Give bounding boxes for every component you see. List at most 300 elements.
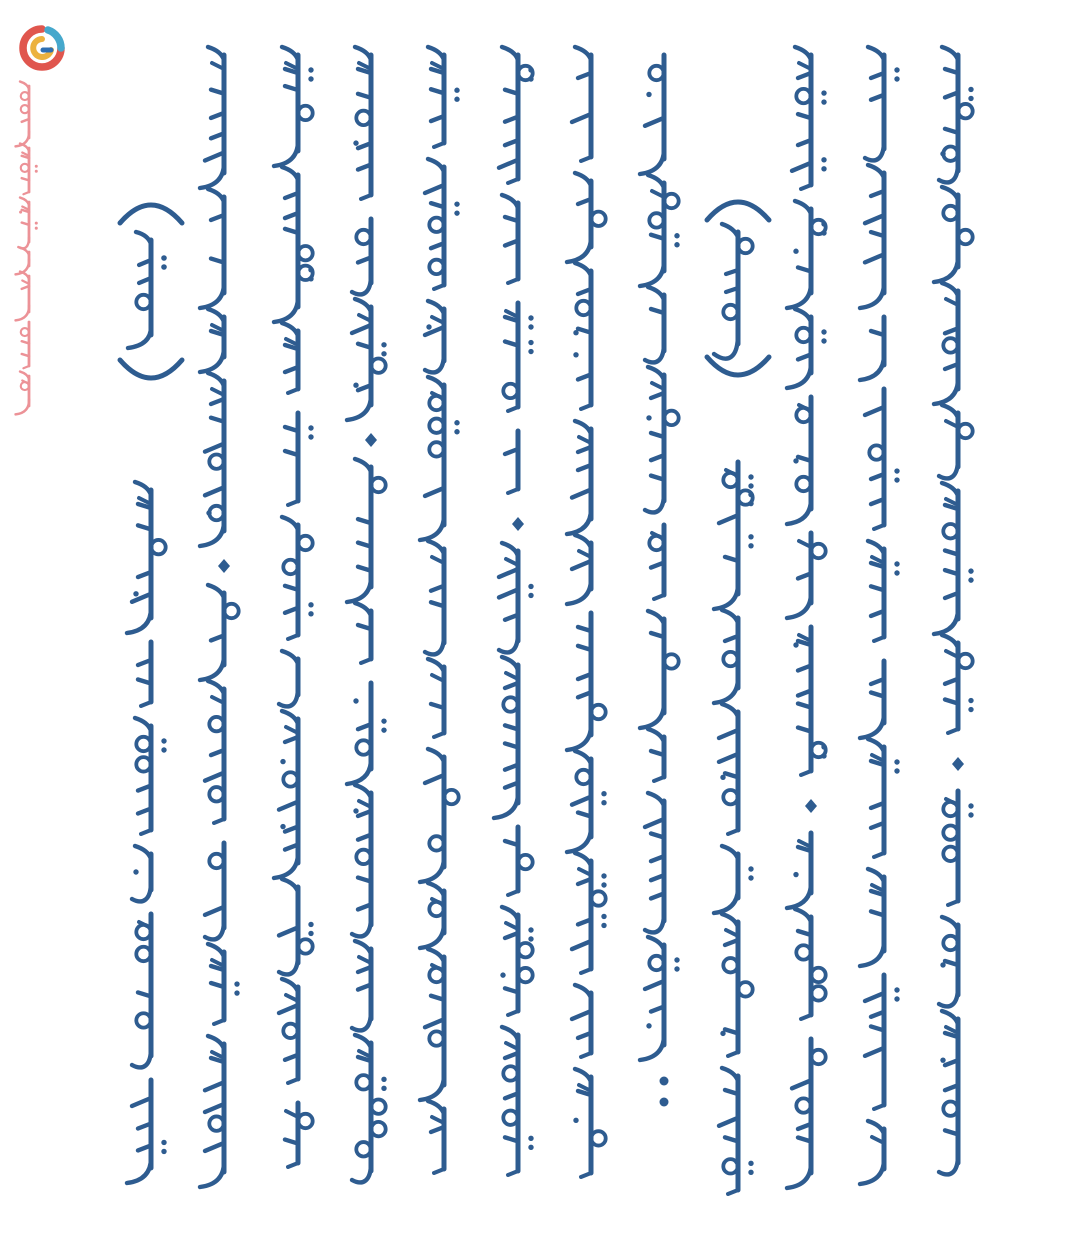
script-dot: [968, 96, 973, 101]
script-stroke: [714, 676, 738, 703]
script-stroke: [581, 1053, 591, 1057]
word-glyph: [352, 219, 371, 294]
word-glyph: [787, 397, 811, 524]
script-dot: [894, 477, 899, 482]
body-columns: [120, 47, 974, 1194]
word-glyph: [868, 739, 900, 857]
word-glyph: [719, 1068, 754, 1194]
word-glyph: [645, 367, 679, 512]
script-dot: [528, 1145, 533, 1150]
script-stroke: [572, 561, 591, 569]
script-dot: [308, 67, 313, 72]
script-stroke: [707, 357, 769, 375]
script-dot: [161, 1140, 166, 1145]
mongolian-comma: [512, 517, 524, 531]
script-stroke: [200, 653, 224, 680]
word-glyph: [127, 482, 166, 633]
script-dot: [528, 349, 533, 354]
script-stroke: [801, 1015, 811, 1019]
script-stroke: [127, 1156, 151, 1183]
text-column: [707, 202, 769, 1194]
script-stroke: [288, 1079, 298, 1083]
word-glyph: [274, 167, 314, 322]
word-glyph: [567, 751, 607, 852]
word-glyph: [567, 421, 591, 534]
script-stroke: [714, 582, 738, 609]
text-column: [640, 55, 680, 1107]
word-glyph: [425, 541, 444, 654]
script-stroke: [352, 1011, 371, 1030]
script-stroke: [499, 633, 518, 652]
script-dot: [660, 1077, 669, 1086]
script-stroke: [934, 607, 958, 634]
script-stroke: [420, 921, 444, 948]
script-stroke: [728, 1190, 738, 1194]
script-dot: [940, 1057, 945, 1062]
word-glyph: [420, 949, 444, 1100]
script-stroke: [288, 389, 298, 393]
word-glyph: [942, 635, 974, 733]
word-glyph: [200, 585, 239, 680]
word-glyph: [939, 917, 958, 1006]
word-glyph: [645, 287, 664, 362]
word-glyph: [943, 791, 973, 905]
word-glyph: [714, 462, 754, 609]
word-glyph: [132, 914, 151, 1067]
script-stroke: [508, 1011, 518, 1015]
script-stroke: [434, 1169, 444, 1173]
script-dot: [601, 882, 606, 887]
script-dot: [381, 342, 386, 347]
word-glyph: [274, 47, 314, 166]
script-stroke: [499, 569, 518, 577]
script-dot: [821, 99, 826, 104]
script-stroke: [865, 141, 884, 160]
script-stroke: [645, 343, 664, 362]
word-glyph: [200, 47, 224, 188]
script-stroke: [874, 525, 884, 529]
word-glyph: [279, 879, 314, 974]
script-stroke: [279, 955, 298, 974]
word-glyph: [645, 793, 664, 932]
script-stroke: [640, 147, 664, 174]
script-stroke: [361, 659, 371, 663]
word-glyph: [352, 1035, 387, 1182]
script-stroke: [645, 981, 664, 989]
word-glyph: [860, 869, 884, 966]
word-glyph: [500, 907, 533, 1015]
script-dot: [940, 962, 945, 967]
word-glyph: [567, 613, 606, 750]
script-stroke: [132, 1048, 151, 1067]
text-column: [494, 47, 534, 1175]
script-stroke: [347, 393, 371, 420]
word-glyph: [787, 201, 827, 308]
mongolian-comma: [365, 433, 377, 447]
script-stroke: [645, 493, 664, 512]
script-stroke: [16, 305, 29, 320]
script-stroke: [707, 202, 769, 220]
word-glyph: [279, 979, 298, 1083]
script-dot: [308, 931, 313, 936]
word-glyph: [355, 603, 371, 663]
script-stroke: [581, 157, 591, 161]
script-stroke: [425, 488, 444, 496]
script-stroke: [420, 855, 444, 882]
script-stroke: [640, 259, 664, 286]
script-stroke: [860, 711, 884, 738]
mongolian-comma: [218, 559, 230, 573]
word-glyph: [282, 323, 298, 393]
script-stroke: [860, 1157, 884, 1184]
script-stroke: [508, 179, 518, 183]
word-glyph: [714, 846, 754, 913]
script-stroke: [860, 939, 884, 966]
script-stroke: [860, 353, 884, 380]
script-dot: [280, 759, 285, 764]
script-stroke: [274, 295, 298, 322]
script-stroke: [127, 606, 151, 633]
script-stroke: [200, 519, 224, 546]
word-glyph: [939, 47, 974, 182]
script-stroke: [288, 501, 298, 505]
script-dot: [968, 577, 973, 582]
mongolian-comma: [805, 799, 817, 813]
word-glyph: [21, 322, 29, 368]
script-stroke: [205, 487, 224, 495]
script-dot: [528, 927, 533, 932]
script-dot: [894, 570, 899, 575]
script-dot: [35, 227, 38, 230]
script-dot: [674, 233, 679, 238]
script-dot: [206, 510, 211, 515]
script-dot: [968, 707, 973, 712]
script-dot: [601, 914, 606, 919]
script-stroke: [205, 1104, 224, 1112]
script-dot: [821, 329, 826, 334]
script-stroke: [420, 1073, 444, 1100]
script-dot: [353, 808, 358, 813]
script-stroke: [654, 595, 664, 599]
script-dot: [674, 957, 679, 962]
script-stroke: [934, 377, 958, 404]
script-stroke: [719, 754, 738, 762]
word-glyph: [860, 165, 884, 308]
script-dot: [19, 211, 22, 214]
word-glyph: [505, 431, 518, 493]
script-stroke: [508, 407, 518, 411]
script-stroke: [499, 589, 518, 597]
script-stroke: [214, 1020, 224, 1024]
text-column: [347, 47, 387, 1182]
script-dot: [748, 1161, 753, 1166]
script-stroke: [572, 114, 591, 122]
script-stroke: [132, 1098, 151, 1106]
script-stroke: [361, 195, 371, 199]
script-stroke: [572, 490, 591, 498]
script-stroke: [499, 160, 518, 168]
script-stroke: [572, 1011, 591, 1019]
word-glyph: [572, 853, 607, 973]
script-dot: [968, 812, 973, 817]
script-dot: [821, 157, 826, 162]
word-glyph: [353, 47, 371, 199]
text-column: [787, 47, 827, 1188]
script-stroke: [792, 163, 811, 171]
script-dot: [601, 791, 606, 796]
script-stroke: [572, 797, 591, 805]
word-glyph: [208, 944, 240, 1024]
script-dot: [748, 474, 753, 479]
script-stroke: [205, 773, 224, 781]
script-dot: [793, 642, 798, 647]
word-glyph: [18, 198, 37, 249]
text-column: [934, 47, 974, 1174]
script-stroke: [279, 927, 298, 935]
script-stroke: [567, 825, 591, 852]
word-glyph: [274, 711, 298, 878]
script-stroke: [205, 1143, 224, 1151]
script-stroke: [288, 635, 298, 639]
script-dot: [894, 67, 899, 72]
word-glyph: [420, 377, 460, 540]
script-dot: [161, 738, 166, 743]
script-stroke: [787, 361, 811, 388]
word-glyph: [865, 975, 900, 1109]
word-glyph: [719, 704, 738, 834]
script-dot: [894, 561, 899, 566]
script-stroke: [279, 687, 298, 706]
word-glyph: [640, 937, 680, 1060]
word-glyph: [285, 413, 314, 505]
word-glyph: [127, 1080, 167, 1183]
script-dot: [234, 990, 239, 995]
script-dot: [381, 1086, 386, 1091]
script-stroke: [508, 279, 518, 283]
script-dot: [308, 76, 313, 81]
script-stroke: [801, 771, 811, 775]
word-glyph: [787, 309, 827, 388]
script-dot: [894, 768, 899, 773]
watermark-text: [16, 82, 38, 415]
word-glyph: [420, 883, 444, 948]
script-stroke: [288, 1163, 298, 1167]
word-glyph: [16, 272, 29, 321]
script-dot: [308, 267, 313, 272]
script-dot: [308, 276, 313, 281]
script-dot: [646, 92, 651, 97]
script-stroke: [425, 1019, 444, 1027]
script-dot: [308, 425, 313, 430]
script-dot: [748, 534, 753, 539]
word-glyph: [860, 1121, 884, 1184]
script-dot: [646, 1023, 651, 1028]
script-dot: [601, 800, 606, 805]
script-stroke: [279, 1005, 298, 1013]
script-dot: [528, 936, 533, 941]
word-glyph: [939, 405, 973, 478]
script-dot: [573, 330, 578, 335]
script-dot: [674, 966, 679, 971]
script-stroke: [645, 819, 664, 827]
script-dot: [528, 340, 533, 345]
script-dot: [748, 492, 753, 497]
script-stroke: [939, 1155, 958, 1174]
script-stroke: [352, 1163, 371, 1182]
script-stroke: [508, 489, 518, 493]
script-dot: [308, 434, 313, 439]
script-dot: [821, 221, 826, 226]
word-glyph: [934, 283, 958, 404]
script-dot: [280, 824, 285, 829]
script-stroke: [279, 802, 298, 810]
script-dot: [821, 744, 826, 749]
script-stroke: [425, 353, 444, 372]
text-column: [860, 47, 900, 1184]
script-dot: [500, 972, 505, 977]
word-glyph: [868, 541, 900, 641]
word-glyph: [934, 187, 973, 282]
script-stroke: [874, 853, 884, 857]
script-stroke: [132, 882, 151, 901]
script-stroke: [719, 515, 738, 523]
script-stroke: [434, 733, 444, 737]
word-glyph: [502, 195, 518, 283]
script-stroke: [120, 360, 182, 378]
script-dot: [353, 698, 358, 703]
word-glyph: [428, 1101, 444, 1173]
word-glyph: [352, 785, 371, 936]
word-glyph: [720, 914, 752, 1056]
word-glyph: [865, 47, 900, 160]
script-dot: [454, 88, 459, 93]
word-glyph: [792, 47, 827, 189]
word-glyph: [135, 718, 167, 834]
script-dot: [674, 242, 679, 247]
swirl-logo: [23, 29, 61, 67]
script-stroke: [425, 185, 444, 193]
word-glyph: [16, 372, 29, 415]
script-stroke: [274, 139, 298, 166]
word-glyph: [200, 309, 224, 372]
word-glyph: [347, 459, 386, 602]
script-dot: [381, 351, 386, 356]
script-dot: [35, 165, 38, 168]
script-dot: [528, 324, 533, 329]
script-stroke: [214, 819, 224, 823]
word-glyph: [16, 248, 29, 275]
script-dot: [381, 727, 386, 732]
script-stroke: [141, 830, 151, 834]
script-stroke: [719, 1118, 738, 1126]
script-stroke: [581, 405, 591, 409]
word-glyph: [347, 299, 387, 420]
script-dot: [821, 166, 826, 171]
script-stroke: [572, 941, 591, 949]
word-glyph: [138, 642, 151, 706]
word-glyph: [787, 533, 826, 618]
script-dot: [940, 151, 945, 156]
script-dot: [573, 1118, 578, 1123]
script-dot: [454, 210, 459, 215]
script-stroke: [860, 281, 884, 308]
script-dot: [720, 1031, 725, 1036]
word-glyph: [793, 627, 826, 775]
script-dot: [601, 873, 606, 878]
word-glyph: [502, 1027, 534, 1175]
word-glyph: [787, 1039, 826, 1188]
script-dot: [133, 869, 138, 874]
script-stroke: [581, 969, 591, 973]
word-glyph: [865, 389, 900, 529]
script-dot: [35, 222, 38, 225]
script-dot: [454, 429, 459, 434]
script-dot: [968, 568, 973, 573]
script-stroke: [567, 723, 591, 750]
script-dot: [894, 996, 899, 1001]
script-dot: [821, 90, 826, 95]
section-marker-2: [707, 202, 769, 375]
script-dot: [161, 747, 166, 752]
word-glyph: [347, 683, 387, 784]
script-dot: [748, 1170, 753, 1175]
script-dot: [454, 97, 459, 102]
script-dot: [161, 1149, 166, 1154]
script-dot: [748, 483, 753, 488]
script-dot: [894, 987, 899, 992]
script-dot: [528, 76, 533, 81]
script-stroke: [200, 161, 224, 188]
word-glyph: [505, 827, 533, 895]
word-glyph: [200, 373, 224, 546]
script-dot: [793, 458, 798, 463]
word-glyph: [860, 317, 884, 380]
word-glyph: [572, 985, 591, 1057]
script-stroke: [508, 891, 518, 895]
word-glyph: [425, 301, 444, 372]
script-stroke: [205, 920, 224, 939]
script-dot: [308, 922, 313, 927]
word-glyph: [420, 749, 459, 882]
script-stroke: [141, 702, 151, 706]
word-glyph: [640, 55, 664, 174]
script-stroke: [434, 143, 444, 147]
script-dot: [528, 1136, 533, 1141]
text-column: [420, 47, 460, 1173]
section-marker-1: [120, 205, 182, 378]
script-stroke: [200, 1160, 224, 1187]
script-dot: [528, 315, 533, 320]
word-glyph: [860, 661, 884, 738]
script-stroke: [352, 917, 371, 936]
script-stroke: [128, 325, 151, 348]
word-glyph: [939, 1011, 958, 1174]
script-stroke: [714, 334, 738, 359]
word-glyph: [640, 611, 679, 728]
script-dot: [426, 324, 431, 329]
script-stroke: [948, 901, 958, 905]
word-glyph: [205, 843, 224, 939]
script-dot: [748, 543, 753, 548]
word-glyph: [428, 659, 444, 737]
script-stroke: [865, 993, 884, 1001]
word-glyph: [567, 173, 606, 262]
script-stroke: [508, 1171, 518, 1175]
script-dot: [748, 875, 753, 880]
word-glyph: [714, 610, 738, 703]
word-glyph: [567, 535, 591, 604]
script-dot: [161, 255, 167, 261]
